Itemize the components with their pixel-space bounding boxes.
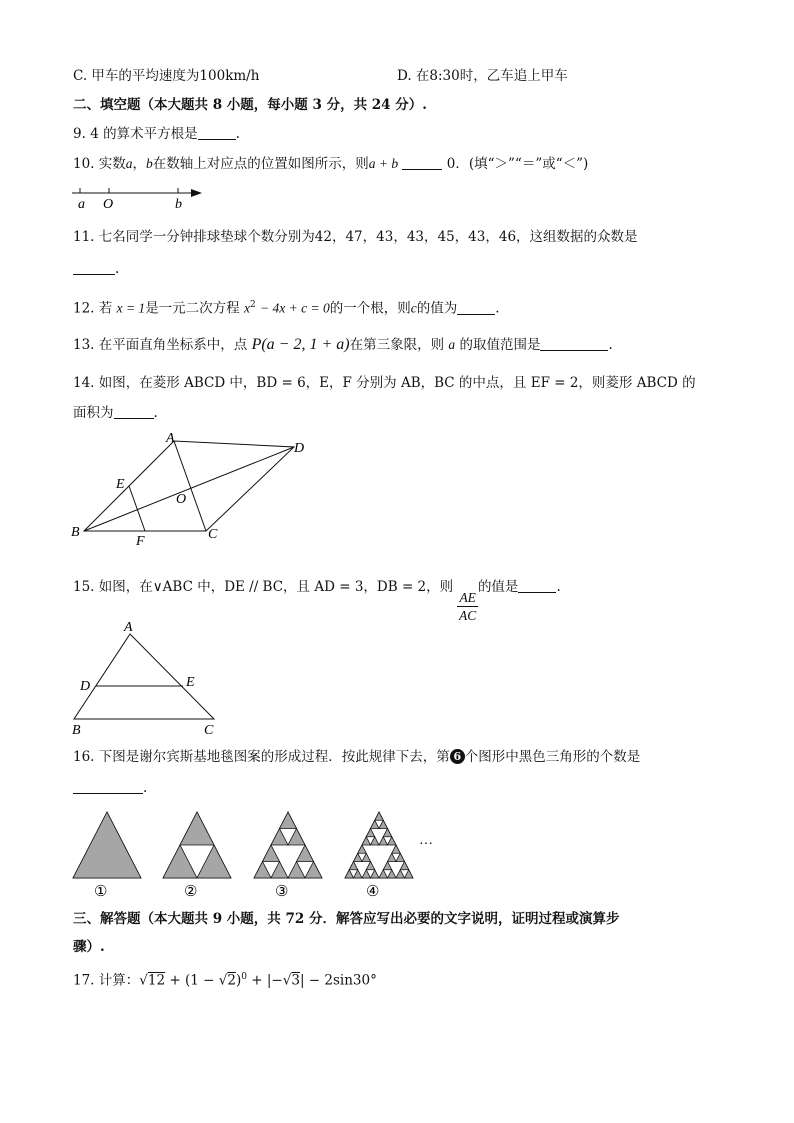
q15-number: 15.: [73, 579, 95, 595]
q16-number: 16.: [73, 749, 95, 765]
q14-answer-blank[interactable]: [114, 404, 154, 419]
option-d: D. 在8:30时，乙车追上甲车: [397, 68, 568, 84]
triangle-figure: [68, 616, 228, 740]
label-E: E: [116, 477, 125, 492]
label-B: B: [72, 723, 81, 738]
q11-number: 11.: [73, 229, 95, 245]
fig-label-4: ④: [366, 884, 380, 900]
label-D: D: [294, 441, 305, 456]
q17-number: 17.: [73, 972, 95, 989]
section-3-heading-cont: 骤）.: [73, 939, 105, 955]
question-12: 12. 若 x = 1是一元二次方程 $x^2 - 4x + c = 0$的一个根，则c的值为 .: [73, 300, 500, 317]
q9-answer-blank[interactable]: [198, 125, 236, 140]
q17-radicand-2: 2: [227, 972, 236, 989]
q11-end: .: [115, 261, 120, 277]
q13-answer-blank[interactable]: [540, 336, 608, 351]
q10-text-1: 实数: [98, 156, 126, 172]
q13-text-1: 在平面直角坐标系中，点: [98, 337, 248, 353]
segment-ef: [129, 486, 145, 531]
black-triangle: [280, 812, 297, 829]
question-11: [73, 228, 638, 246]
q11-text: 七名同学一分钟排球垫球个数分别为42，47，43，43，45，43，46，这组数据的众数是: [98, 229, 638, 245]
q10-var-a: a: [125, 156, 133, 171]
fig-label-3: ③: [275, 884, 289, 900]
q15-frac-num: AE: [459, 590, 476, 605]
question-9: [73, 125, 240, 143]
question-16: [73, 748, 640, 766]
q10-var-b: b: [146, 156, 153, 171]
q12-text-3: 的一个根，则: [329, 300, 411, 317]
axis-label-o: O: [103, 197, 114, 210]
rhombus-figure: [66, 428, 326, 548]
number-line-figure: [72, 184, 207, 210]
q9-end: .: [235, 126, 240, 142]
question-10: [73, 155, 588, 173]
q14-end: .: [153, 405, 158, 421]
q10-number: 10.: [73, 156, 95, 172]
q10-zero: 0: [446, 156, 456, 172]
black-triangle: [375, 812, 384, 820]
q17-radicand-3: 3: [291, 972, 300, 989]
q12-condition: x = 1: [116, 300, 146, 316]
label-D: D: [80, 679, 91, 694]
q11-answer-blank[interactable]: [73, 260, 115, 275]
q17-term-sin: − 2sin30°: [304, 972, 377, 989]
option-c: C. 甲车的平均速度为100km/h: [73, 68, 260, 84]
q12-answer-blank[interactable]: [457, 300, 495, 315]
q13-var-a: a: [448, 337, 456, 352]
label-O: O: [176, 492, 187, 507]
q10-text-3: ．(填“＞”“＝”或“＜”): [455, 156, 589, 172]
q12-end: .: [495, 300, 500, 317]
black-triangle: [180, 812, 214, 845]
q12-eq-rest: − 4x + c = 0: [260, 300, 330, 316]
diagonal-ac: [174, 441, 206, 531]
q16-answer-blank[interactable]: [73, 779, 143, 794]
q13-number: 13.: [73, 337, 95, 353]
q12-text-1: 若: [98, 300, 113, 317]
q16-end: .: [143, 780, 148, 796]
q12-eq-x: x: [243, 300, 250, 316]
black-triangle: [73, 812, 141, 878]
label-A: A: [166, 431, 175, 446]
q14-text-2: 面积为: [73, 405, 114, 421]
sqrt-12: √12: [139, 972, 166, 989]
q15-fraction: [457, 589, 478, 624]
label-C: C: [208, 527, 218, 542]
q14-number: 14.: [73, 375, 95, 391]
q17-plus: +: [246, 972, 267, 989]
q15-text-2: 的值是: [477, 579, 519, 595]
section-2-heading: 二、填空题（本大题共 8 小题，每小题 3 分，共 24 分）.: [73, 97, 427, 113]
question-14-cont: [73, 404, 158, 422]
sierpinski-figures: [70, 810, 450, 902]
question-16-cont: [73, 779, 147, 797]
q15-answer-blank[interactable]: [518, 578, 556, 593]
q12-text-2: 是一元二次方程: [145, 300, 240, 317]
label-A: A: [124, 620, 133, 635]
q15-text-1: 如图，在∨ABC 中，DE // BC，且 AD = 3，DB = 2，则: [98, 579, 454, 595]
label-B: B: [71, 525, 80, 540]
axis-label-b: b: [175, 197, 182, 210]
q17-abs-close: |: [299, 972, 305, 989]
q17-label: 计算：: [98, 972, 140, 989]
label-F: F: [136, 534, 145, 548]
label-E: E: [186, 675, 195, 690]
sqrt-2: √2: [218, 972, 236, 989]
q15-end: .: [556, 579, 561, 595]
q17-paren: ): [235, 972, 242, 989]
section-3-heading: 三、解答题（本大题共 9 小题，共 72 分．解答应写出必要的文字说明，证明过程或演算步: [73, 911, 620, 927]
q17-exponent: 0: [241, 972, 247, 982]
q9-number: 9.: [73, 126, 86, 142]
q15-frac-den: AC: [459, 608, 477, 623]
label-C: C: [204, 723, 214, 738]
q17-radicand-12: 12: [147, 972, 166, 989]
q16-circled-six: 6: [450, 749, 465, 764]
ellipsis: …: [419, 833, 433, 848]
question-13: [73, 336, 613, 354]
question-11-cont: [73, 260, 119, 278]
q16-text-2: 个图形中黑色三角形的个数是: [464, 749, 641, 765]
q10-comma: ，: [132, 156, 147, 172]
q16-text-1: 下图是谢尔宾斯基地毯图案的形成过程．按此规律下去，第: [98, 749, 450, 765]
q12-text-4: 的值为: [416, 300, 458, 317]
q13-text-2: 在第三象限，则: [349, 337, 445, 353]
q13-text-3: 的取值范围是: [459, 337, 541, 353]
q9-text: 4 的算术平方根是: [90, 126, 198, 142]
q13-point: P(a − 2, 1 + a): [251, 336, 350, 353]
q12-number: 12.: [73, 300, 95, 317]
q12-var-c: c: [410, 300, 417, 316]
q10-expression: a + b: [368, 156, 399, 171]
question-14: [73, 374, 696, 392]
question-17: [73, 966, 377, 992]
axis-label-a: a: [78, 197, 85, 210]
fig-label-1: ①: [94, 884, 108, 900]
fig-label-2: ②: [184, 884, 198, 900]
q13-end: .: [608, 337, 613, 353]
q17-term-2: + (1 −: [165, 972, 219, 989]
sqrt-3: √3: [282, 972, 300, 989]
q10-text-2: 在数轴上对应点的位置如图所示，则: [152, 156, 369, 172]
q10-answer-blank[interactable]: [402, 155, 442, 170]
q17-abs-open: |−: [266, 972, 283, 989]
q14-text-1: 如图，在菱形 ABCD 中，BD = 6，E，F 分别为 AB，BC 的中点，且 EF = 2，则菱形 ABCD 的: [98, 375, 696, 391]
